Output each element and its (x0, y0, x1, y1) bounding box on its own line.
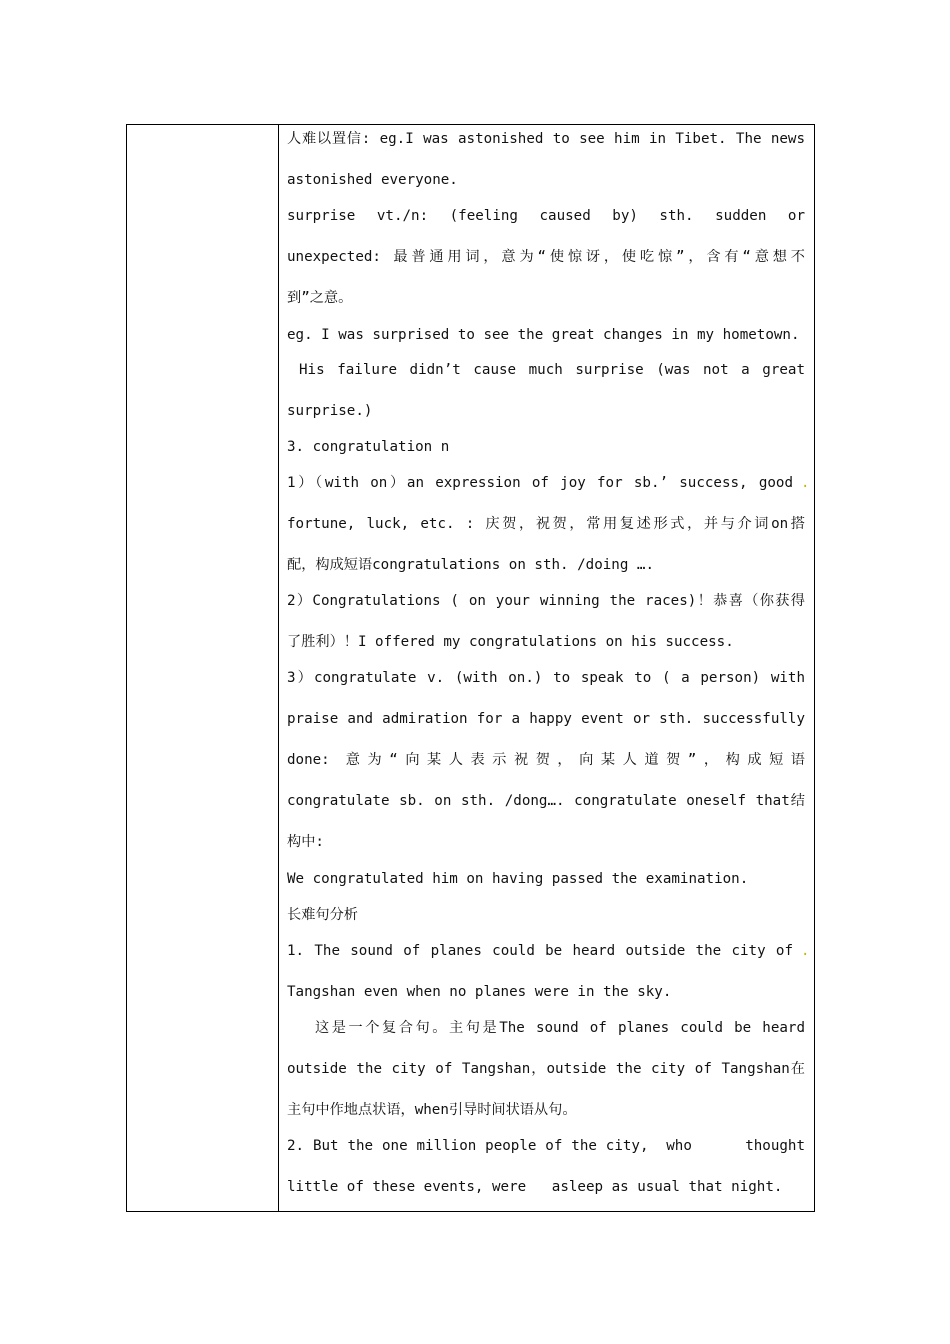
text-line: 1. The sound of planes could be heard outside the city of (287, 943, 793, 959)
text-line: fortune, luck, etc. : 庆贺，祝贺，常用复述形式，并与介词on搭 (287, 516, 805, 532)
text-line: 1）（with on）an expression of joy for sb.’ success, good (287, 475, 793, 491)
highlight-mark: . (801, 943, 810, 959)
text-line: Tangshan even when no planes were in the sky. (287, 984, 672, 1000)
text-line: 配，构成短语congratulations on sth. /doing …. (287, 557, 654, 573)
text-line: 构中: (287, 834, 324, 850)
text-line: done: 意为“向某人表示祝贺，向某人道贺”，构成短语 (287, 752, 805, 768)
text-line: surprise.) (287, 403, 373, 419)
text-line: surprise vt./n: (feeling caused by) sth. sudden or (287, 208, 805, 224)
text-line: We congratulated him on having passed the examination. (287, 871, 749, 887)
text-line: 人难以置信: eg.I was astonished to see him in Tibet. The news (287, 131, 805, 147)
text-line: 到”之意。 (287, 290, 353, 306)
text-line: little of these events, were asleep as usual that night. (287, 1179, 783, 1195)
content-table (126, 124, 815, 1212)
highlight-mark: . (801, 475, 810, 491)
text-line: congratulate sb. on sth. /dong…. congratulate oneself that结 (287, 793, 805, 809)
text-line: His failure didn’t cause much surprise (was not a great (299, 362, 805, 378)
text-line: 2）Congratulations ( on your winning the races)！恭喜（你获得 (287, 593, 805, 609)
text-line: outside the city of Tangshan，outside the city of Tangshan在 (287, 1061, 805, 1077)
table-left-column (127, 125, 279, 1211)
text-line: 主句中作地点状语，when引导时间状语从句。 (287, 1102, 577, 1118)
text-line: 3）congratulate v. (with on.) to speak to ( a person) with (287, 670, 805, 686)
text-line: praise and admiration for a happy event or sth. successfully (287, 711, 805, 727)
text-line: astonished everyone. (287, 172, 458, 188)
text-line: unexpected: 最普通用词，意为“使惊讶，使吃惊”，含有“意想不 (287, 249, 805, 265)
text-line: 3. congratulation n (287, 439, 450, 455)
text-line: 这是一个复合句。主句是The sound of planes could be heard (315, 1020, 805, 1036)
text-line: 2. But the one million people of the city, who thought (287, 1138, 805, 1154)
text-line: eg. I was surprised to see the great changes in my hometown. (287, 327, 800, 343)
text-line: 了胜利）！I offered my congratulations on his success. (287, 634, 734, 650)
section-heading: 长难句分析 (287, 907, 358, 923)
